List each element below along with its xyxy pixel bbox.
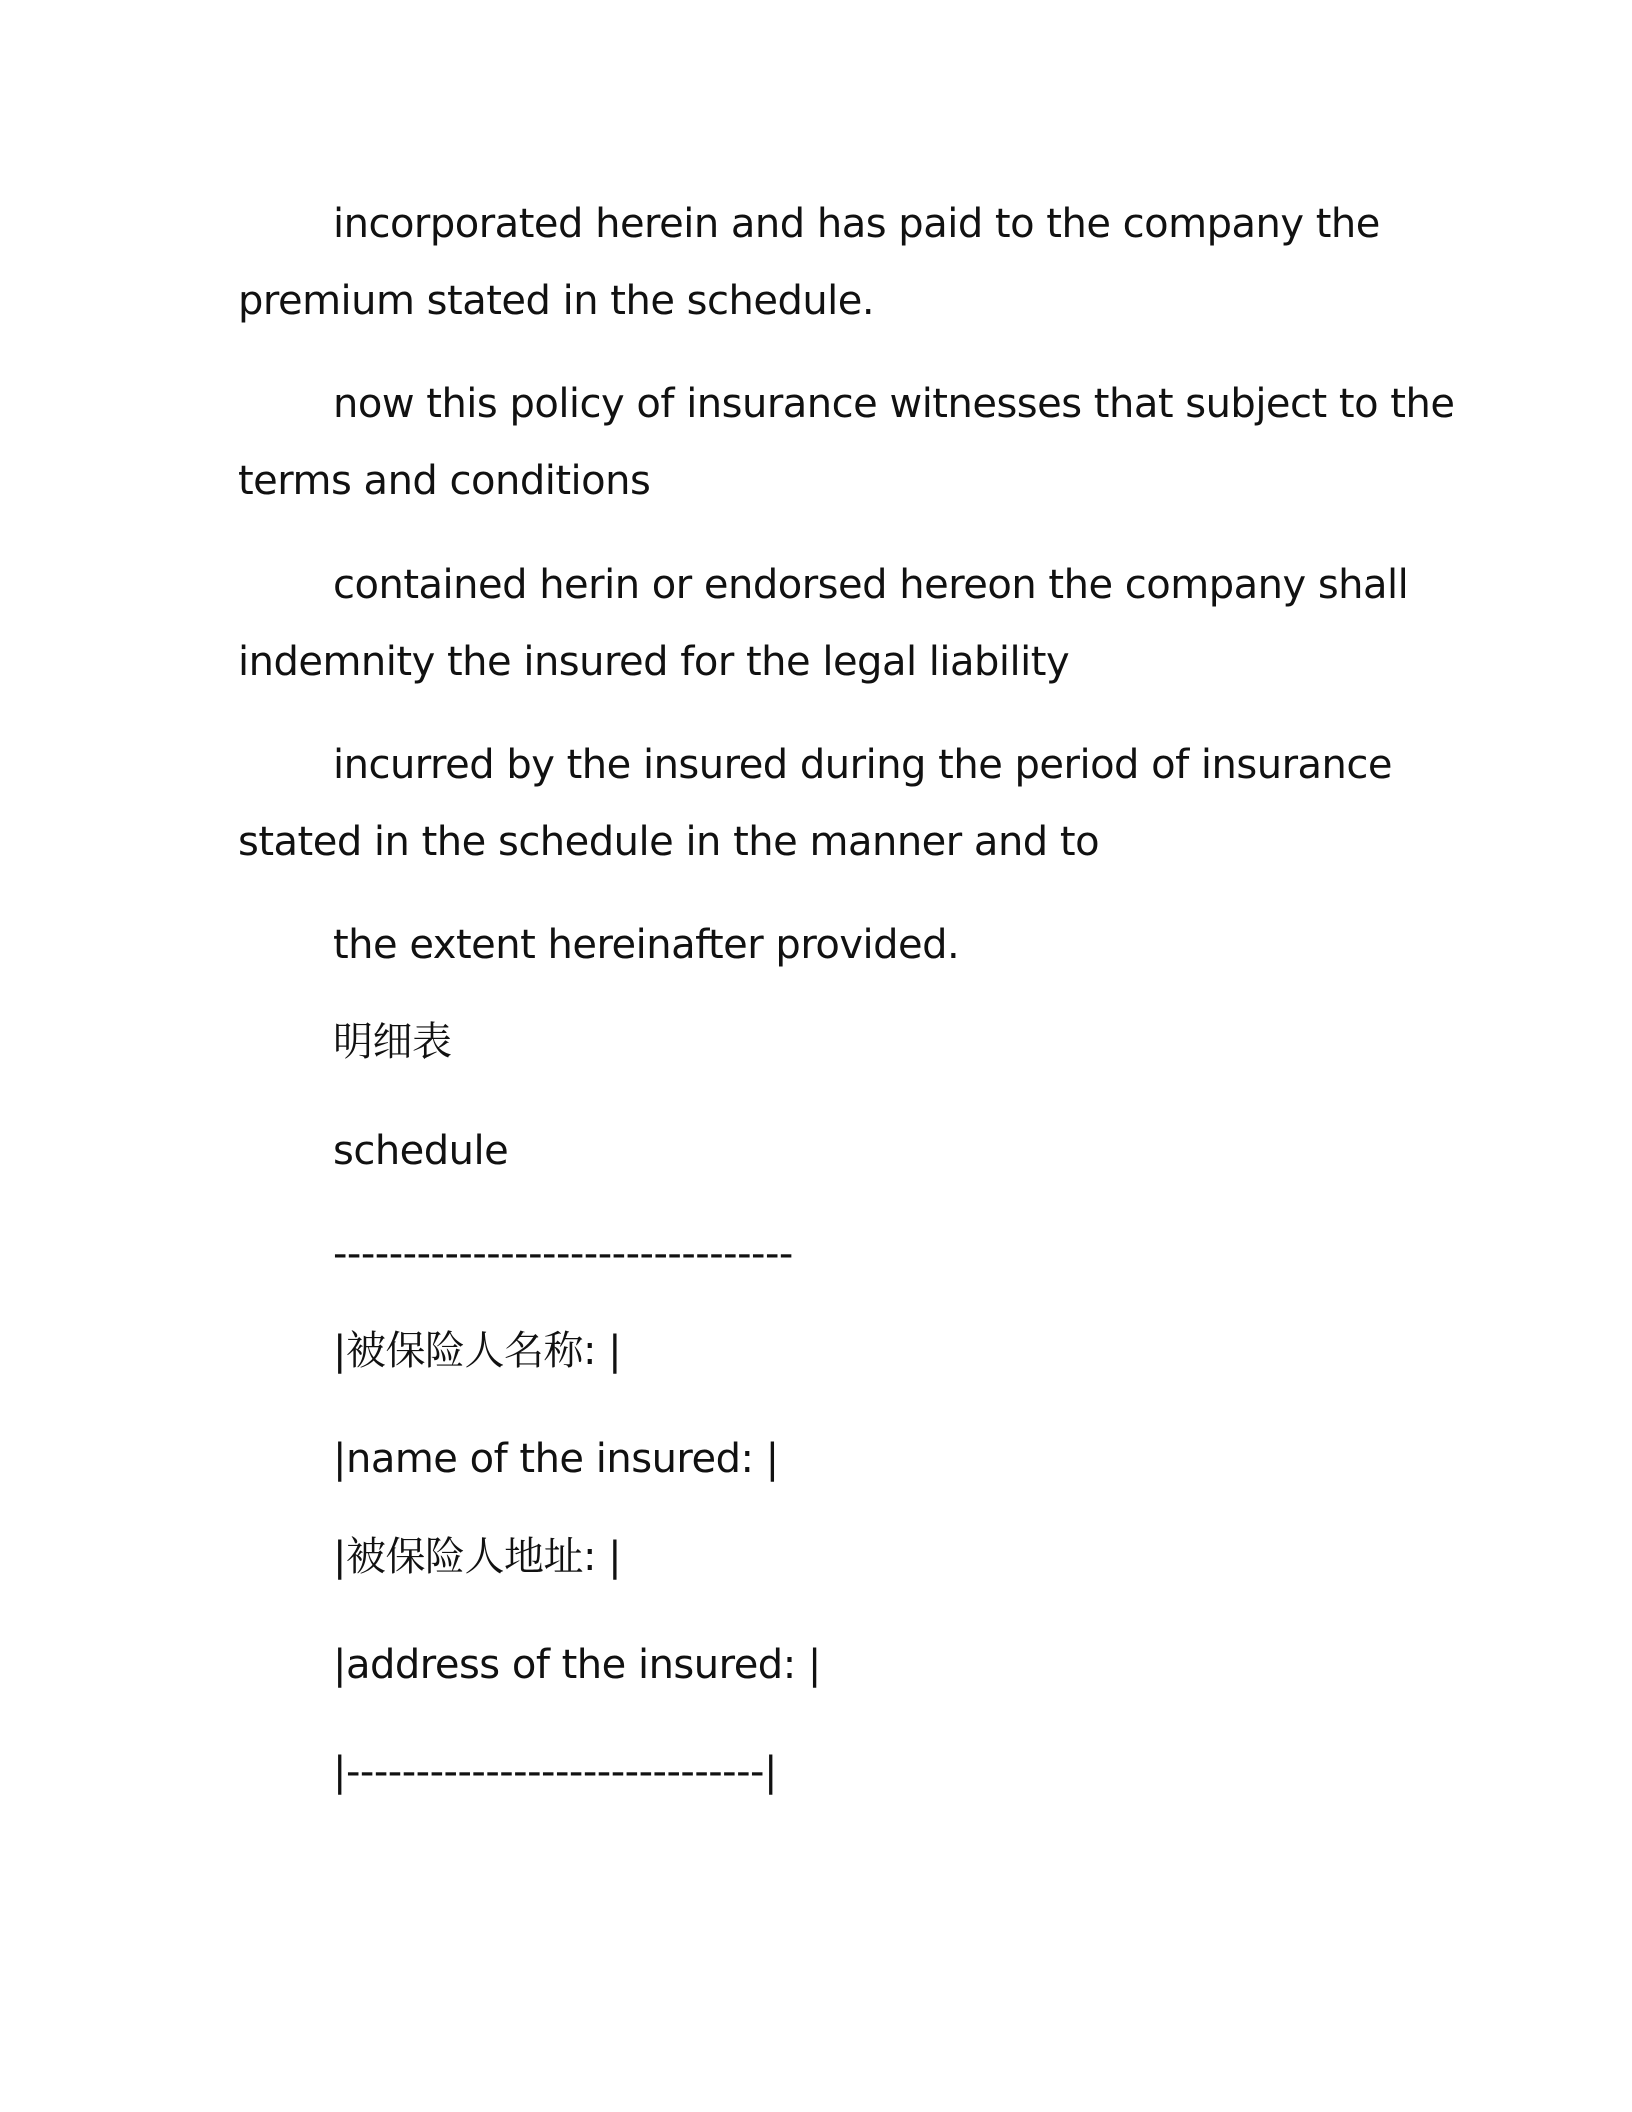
paragraph-3-line-2: indemnity the insured for the legal liability	[238, 639, 1070, 685]
table-row-insured-name-cn: |被保险人名称: |	[333, 1328, 622, 1374]
table-row-insured-address-en: |address of the insured: |	[333, 1642, 821, 1688]
table-row-separator: |------------------------------|	[333, 1749, 777, 1795]
paragraph-1-line-2: premium stated in the schedule.	[238, 278, 875, 324]
paragraph-2-line-2: terms and conditions	[238, 458, 651, 504]
schedule-heading-en: schedule	[333, 1128, 509, 1174]
rule-line: ---------------------------------	[333, 1231, 793, 1277]
paragraph-4-line-2: stated in the schedule in the manner and to	[238, 819, 1100, 865]
paragraph-4-line-1: incurred by the insured during the period of insurance	[333, 742, 1392, 788]
paragraph-2-line-1: now this policy of insurance witnesses that subject to the	[333, 381, 1455, 427]
schedule-heading-cn: 明细表	[333, 1019, 452, 1065]
paragraph-3-line-1: contained herin or endorsed hereon the company shall	[333, 562, 1409, 608]
closing-line: the extent hereinafter provided.	[333, 922, 960, 968]
table-row-insured-address-cn: |被保险人地址: |	[333, 1534, 622, 1580]
paragraph-1-line-1: incorporated herein and has paid to the company the	[333, 201, 1380, 247]
table-row-insured-name-en: |name of the insured: |	[333, 1436, 779, 1482]
